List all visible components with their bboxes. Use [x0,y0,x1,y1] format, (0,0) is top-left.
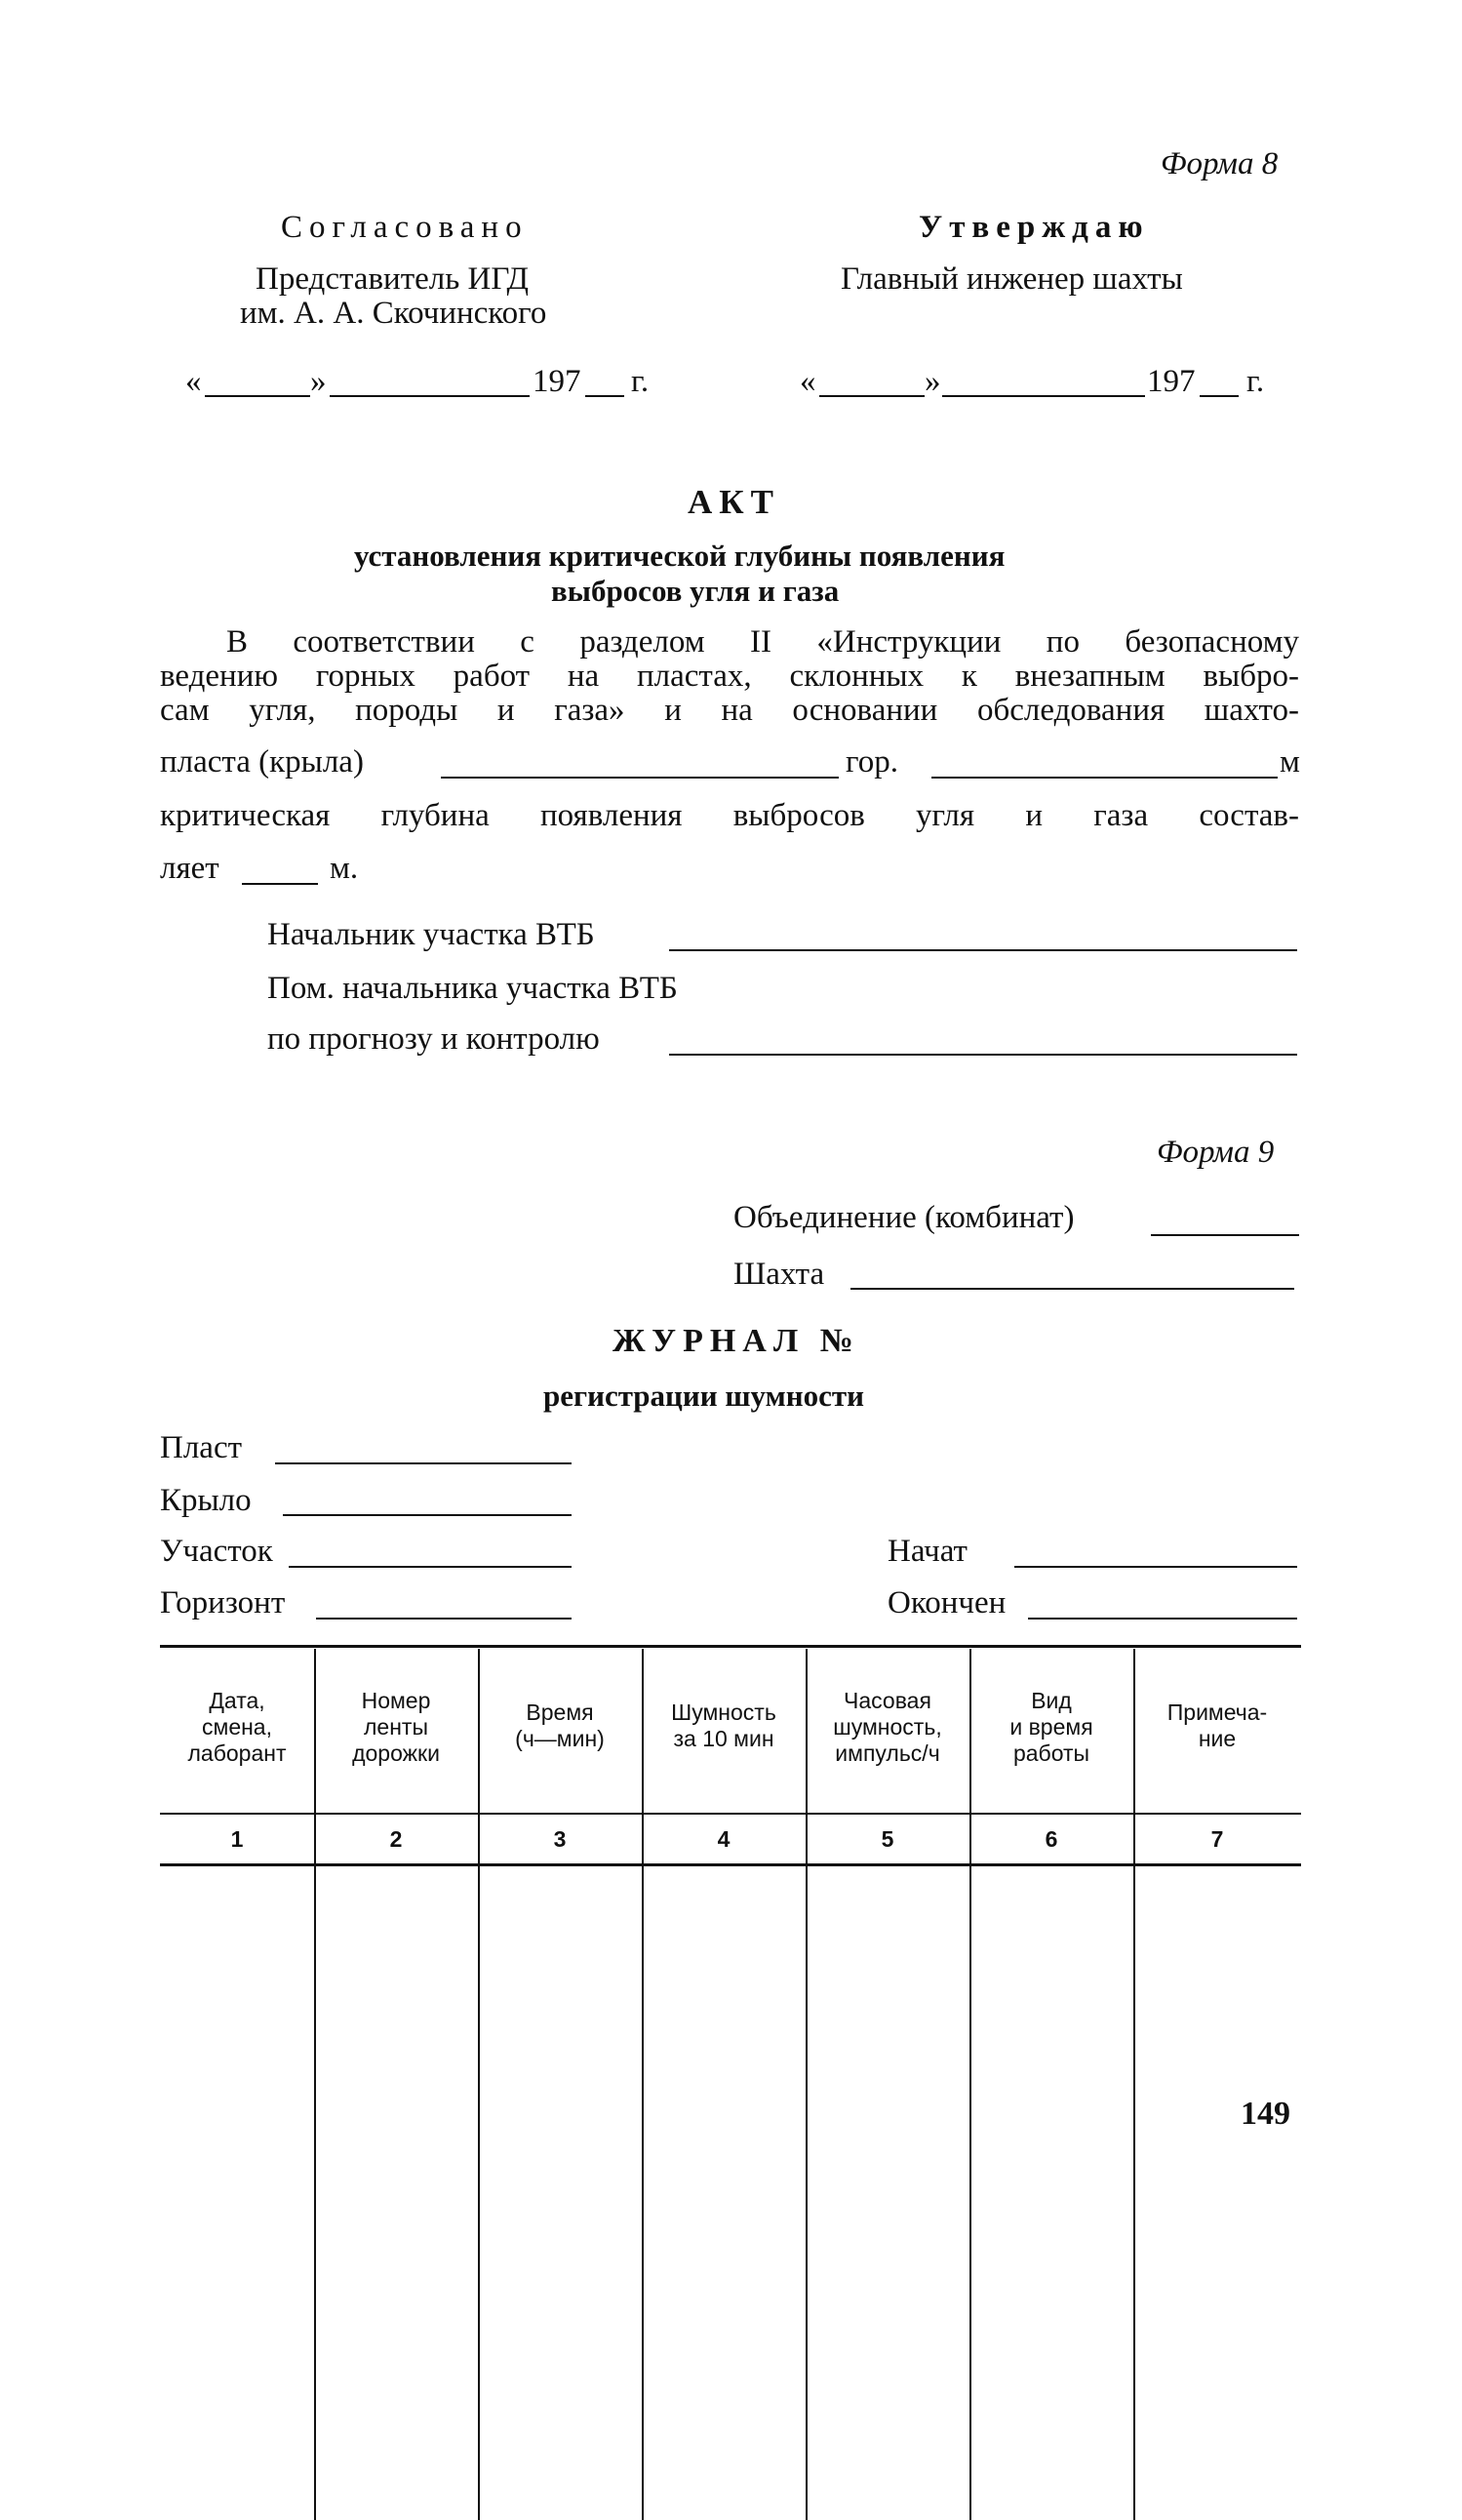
approved-month-field[interactable] [942,395,1145,397]
agreed-day-field[interactable] [205,395,310,397]
plast-field[interactable] [441,777,839,779]
approved-date-close-quote: » [925,364,941,399]
approved-line1: Главный инженер шахты [841,261,1183,297]
started-label: Начат [888,1534,968,1569]
gor-label: гор. [846,744,898,780]
approved-year-suffix: г. [1246,364,1265,399]
col-header-work: Вид и время работы [1009,1688,1093,1766]
approved-title: Утверждаю [919,210,1150,245]
col-number: 7 [1210,1826,1224,1852]
crit-line: критическая глубина появления выбросов угля и газа состав- [160,798,1299,833]
mine-field[interactable] [850,1288,1294,1290]
table-col-divider [478,1649,480,2520]
sign2-label-b: по прогнозу и контролю [267,1021,600,1057]
act-title: АКТ [688,483,780,521]
depth-field[interactable] [242,883,318,885]
plast-label-f9: Пласт [160,1430,243,1465]
act-subtitle-2: выбросов угля и газа [551,574,840,608]
table-header-rule [160,1813,1301,1815]
table-col-divider [806,1649,808,2520]
agreed-year-prefix: 197 [533,364,581,399]
table-col-divider [1133,1649,1135,2520]
lyaet-label: ляет [160,851,219,886]
table-number-rule [160,1863,1301,1866]
finished-field[interactable] [1028,1618,1297,1620]
table-col-divider [969,1649,971,2520]
col-number: 2 [389,1826,403,1852]
col-number: 5 [881,1826,894,1852]
body-line-2: ведению горных работ на пластах, склонных к внезапным выбро- [160,659,1299,694]
m-label-2: м. [330,851,359,886]
col-header-hourly: Часовая шумность, импульс/ч [833,1688,942,1766]
agreed-line1: Представитель ИГД [256,261,530,297]
plast-label: пласта (крыла) [160,744,364,780]
col-header-date: Дата, смена, лаборант [187,1688,287,1766]
gor-field[interactable] [931,777,1278,779]
col-header-noise10: Шумность за 10 мин [671,1700,776,1751]
association-field[interactable] [1151,1234,1299,1236]
section-field[interactable] [289,1566,572,1568]
page-number: 149 [1241,2096,1290,2132]
association-label: Объединение (комбинат) [733,1200,1075,1235]
m-label: м [1280,744,1300,780]
sign2-field[interactable] [669,1054,1297,1056]
col-number: 1 [230,1826,244,1852]
finished-label: Окончен [888,1585,1007,1620]
col-header-note: Примеча- ние [1166,1700,1268,1751]
agreed-year-suffix: г. [631,364,650,399]
agreed-year-field[interactable] [585,395,624,397]
act-subtitle-1: установления критической глубины появления [354,539,1006,573]
sign2-label-a: Пом. начальника участка ВТБ [267,971,678,1006]
table-col-divider [642,1649,644,2520]
col-header-tape: Номер ленты дорожки [352,1688,440,1766]
horizon-field[interactable] [316,1618,572,1620]
col-number: 3 [553,1826,567,1852]
horizon-label: Горизонт [160,1585,286,1620]
agreed-date-close-quote: » [310,364,327,399]
section-label: Участок [160,1534,273,1569]
col-number: 4 [717,1826,731,1852]
form8-label: Форма 8 [1161,146,1279,181]
started-field[interactable] [1014,1566,1297,1568]
table-top-rule [160,1645,1301,1648]
agreed-title: Согласовано [281,210,529,245]
sign1-field[interactable] [669,949,1297,951]
journal-title: ЖУРНАЛ № [612,1323,860,1359]
approved-year-prefix: 197 [1147,364,1196,399]
body-line-3: сам угля, породы и газа» и на основании обследования шахто- [160,693,1299,728]
wing-label: Крыло [160,1483,252,1518]
table-col-divider [314,1649,316,2520]
approved-day-field[interactable] [819,395,925,397]
col-number: 6 [1045,1826,1058,1852]
approved-date-open-quote: « [800,364,816,399]
journal-subtitle: регистрации шумности [543,1379,864,1413]
mine-label: Шахта [733,1257,825,1292]
sign1-label: Начальник участка ВТБ [267,917,595,952]
agreed-month-field[interactable] [330,395,530,397]
plast-field-f9[interactable] [275,1462,572,1464]
agreed-line2: им. А. А. Скочинского [240,296,547,331]
wing-field[interactable] [283,1514,572,1516]
agreed-date-open-quote: « [185,364,202,399]
body-line-1: В соответствии с разделом II «Инструкции по безопасному [226,624,1299,660]
approved-year-field[interactable] [1200,395,1239,397]
col-header-time: Время (ч—мин) [515,1700,605,1751]
form9-label: Форма 9 [1157,1135,1275,1170]
